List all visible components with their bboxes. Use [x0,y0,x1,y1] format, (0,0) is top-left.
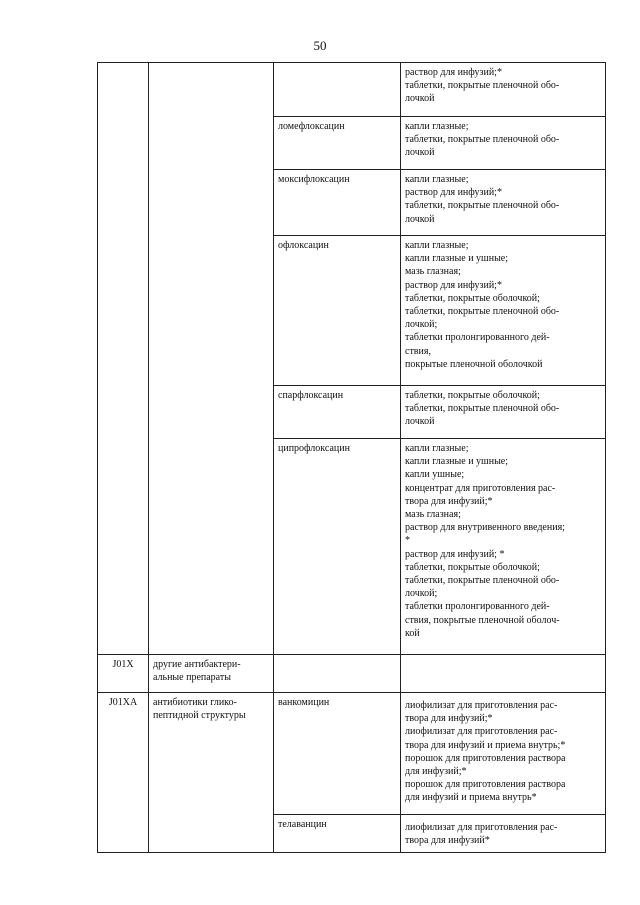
dosage-form-line: таблетки пролонгированного дей- [405,601,550,613]
dosage-form-line: твора для инфузий и приема внутрь;* [405,739,566,751]
dosage-form-line: лиофилизат для приготовления рас- [405,822,558,833]
drug-name-cell: офлоксацин [274,236,401,386]
dosage-form-line: для инфузий и приема внутрь* [405,792,537,804]
table-row [98,63,606,117]
dosage-form-line: порошок для приготовления раствора [405,752,566,764]
table-row [98,693,606,815]
drug-name-cell: ломефлоксацин [274,117,401,170]
dosage-forms-cell [401,693,606,815]
dosage-form-line: кой [405,627,420,639]
group-name-line: пептидной структуры [153,710,246,722]
dosage-form-line: покрытые пленочной оболочкой [405,358,543,370]
dosage-form-line: капли глазные; [405,443,469,454]
dosage-forms-cell [401,63,606,117]
drug-name-cell [274,655,401,693]
dosage-form-line: раствор для инфузий;* [405,187,502,199]
page-number: 50 [313,38,327,53]
dosage-form-line: таблетки, покрытые оболочкой; [405,292,540,304]
dosage-forms-cell [401,655,606,693]
dosage-form-line: концентрат для приготовления рас- [405,482,556,494]
drug-table [97,62,606,853]
group-name-line: антибиотики глико- [153,697,237,708]
dosage-form-line: капли глазные; [405,121,469,132]
drug-name-cell: ванкомицин [274,693,401,815]
group-cell [149,655,274,693]
dosage-form-line: таблетки, покрытые пленочной обо- [405,134,560,146]
dosage-form-line: капли глазные; [405,240,469,251]
drug-name-cell [274,63,401,117]
dosage-form-line: раствор для внутривенного введения; [405,522,565,534]
dosage-form-line: мазь глазная; [405,509,461,521]
dosage-form-line: лиофилизат для приготовления рас- [405,726,558,738]
drug-name-cell: спарфлоксацин [274,386,401,439]
dosage-form-line: капли глазные и ушные; [405,456,509,468]
dosage-form-line: раствор для инфузий;* [405,279,502,291]
atc-code-cell: J01X [98,655,149,693]
dosage-form-line: * [405,535,410,547]
dosage-form-line: таблетки, покрытые пленочной обо- [405,200,560,212]
dosage-form-line: раствор для инфузий;* [405,67,502,78]
group-cell [149,693,274,853]
dosage-form-line: капли глазные и ушные; [405,253,509,265]
dosage-form-line: порошок для приготовления раствора [405,779,566,791]
dosage-form-line: лочкой [405,213,435,225]
group-name-line: другие антибактери- [153,659,241,670]
dosage-form-line: таблетки, покрытые пленочной обо- [405,306,560,318]
dosage-form-line: лочкой [405,147,435,159]
dosage-form-line: твора для инфузий;* [405,713,493,725]
drug-name-cell: ципрофлоксацин [274,439,401,655]
dosage-forms-cell [401,815,606,853]
group-name-line: альные препараты [153,672,231,684]
dosage-form-line: твора для инфузий* [405,835,490,847]
dosage-form-line: ствия, [405,345,431,357]
dosage-form-line: таблетки, покрытые пленочной обо- [405,575,560,587]
drug-name-cell: телаванцин [274,815,401,853]
dosage-form-line: лочкой; [405,319,438,331]
code-cell [98,63,149,655]
dosage-form-line: раствор для инфузий; * [405,548,505,560]
dosage-forms-cell [401,117,606,170]
dosage-form-line: лочкой; [405,588,438,600]
dosage-forms-cell [401,236,606,386]
group-cell [149,63,274,655]
dosage-forms-cell [401,386,606,439]
dosage-form-line: таблетки пролонгированного дей- [405,332,550,344]
dosage-form-line: таблетки, покрытые оболочкой; [405,561,540,573]
dosage-forms-cell [401,439,606,655]
dosage-form-line: лочкой [405,93,435,105]
dosage-form-line: твора для инфузий;* [405,495,493,507]
atc-code-cell: J01XA [98,693,149,853]
dosage-forms-cell [401,170,606,236]
dosage-form-line: ствия, покрытые пленочной оболоч- [405,614,560,626]
dosage-form-line: таблетки, покрытые пленочной обо- [405,80,560,92]
dosage-form-line: мазь глазная; [405,266,461,278]
dosage-form-line: для инфузий;* [405,766,467,778]
drug-name-cell: моксифлоксацин [274,170,401,236]
table-row [98,655,606,693]
dosage-form-line: таблетки, покрытые пленочной обо- [405,403,560,415]
dosage-form-line: таблетки, покрытые оболочкой; [405,390,540,401]
dosage-form-line: капли ушные; [405,469,465,481]
dosage-form-line: лочкой [405,416,435,428]
dosage-form-line: капли глазные; [405,174,469,185]
dosage-form-line: лиофилизат для приготовления рас- [405,700,558,711]
